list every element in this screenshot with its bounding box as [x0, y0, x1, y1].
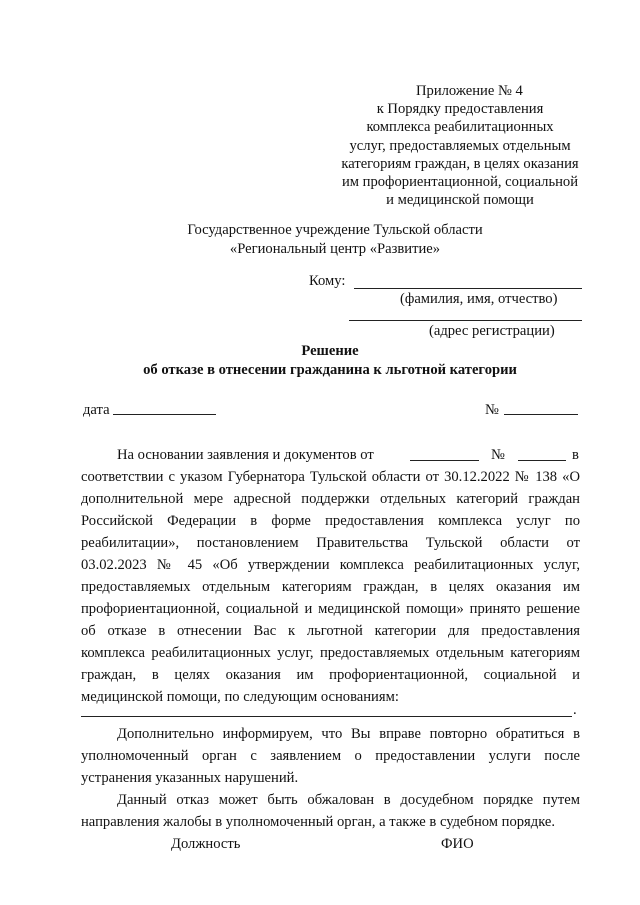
- recipient-address-hint: (адрес регистрации): [429, 323, 555, 339]
- body-text-line: об отказе в отнесении Вас к льготной категории для предоставления: [81, 623, 580, 639]
- number-label: №: [485, 402, 499, 418]
- body-text-line: №: [491, 447, 505, 463]
- body-text-line: Данный отказ может быть обжалован в досудебном порядке путем: [117, 792, 580, 808]
- appendix-line: к Порядку предоставления: [376, 101, 544, 117]
- body-text-line: реабилитации», постановлением Правительства Тульской области от: [81, 535, 580, 551]
- date-label: дата: [83, 402, 110, 418]
- recipient-label: Кому:: [309, 273, 346, 289]
- reasons-end: .: [573, 702, 577, 718]
- appendix-line: и медицинской помощи: [386, 192, 534, 208]
- body-text-line: соответствии с указом Губернатора Тульской области от 30.12.2022 № 138 «О: [81, 469, 580, 485]
- body-text-line: профориентационной, социальной и медицинской помощи» принято решение: [81, 601, 580, 617]
- appendix-line: услуг, предоставляемых отдельным: [349, 138, 571, 154]
- signature-position-label: Должность: [171, 836, 241, 852]
- body-text-line: 03.02.2023 № 45 «Об утверждении комплекса реабилитационных услуг,: [81, 557, 580, 573]
- body-text-line: граждан, в целях оказания им профориентационной, социальной и: [81, 667, 580, 683]
- doc-number-blank: [518, 460, 566, 461]
- appendix-line: категориям граждан, в целях оказания: [341, 156, 579, 172]
- doc-date-blank: [410, 460, 479, 461]
- reasons-blank-line: [81, 716, 572, 717]
- body-text-line: уполномоченный орган с заявлением о предоставлении услуги после: [81, 748, 580, 764]
- body-text-line: комплекса реабилитационных услуг, предоставляемых отдельным категориям: [81, 645, 580, 661]
- signature-name-label: ФИО: [441, 836, 474, 852]
- document-subtitle: об отказе в отнесении гражданина к льготной категории: [143, 362, 517, 378]
- body-text-line: Российской Федерации в форме предоставления комплекса услуг по: [81, 513, 580, 529]
- appendix-line: им профориентационной, социальной: [341, 174, 579, 190]
- recipient-name-line: [354, 288, 582, 289]
- appendix-line: комплекса реабилитационных: [366, 119, 554, 135]
- body-text-line: направления жалобы в уполномоченный орган, а также в судебном порядке.: [81, 814, 556, 830]
- recipient-name-hint: (фамилия, имя, отчество): [400, 291, 558, 307]
- document-title: Решение: [301, 343, 359, 359]
- number-line: [504, 414, 578, 415]
- body-text-line: На основании заявления и документов от: [117, 447, 374, 463]
- body-text-line: устранения указанных нарушений.: [81, 770, 299, 786]
- body-text-line: медицинской помощи, по следующим основаниям:: [81, 689, 399, 705]
- recipient-address-line: [349, 320, 582, 321]
- body-text-line: предоставляемых отдельным категориям граждан, в целях оказания им: [81, 579, 580, 595]
- date-line: [113, 414, 216, 415]
- institution-name-line2: «Региональный центр «Развитие»: [229, 241, 441, 257]
- institution-name: Государственное учреждение Тульской области: [187, 222, 483, 238]
- body-text-line: Дополнительно информируем, что Вы вправе повторно обратиться в: [117, 726, 580, 742]
- appendix-line: Приложение № 4: [416, 83, 523, 99]
- body-text-line: дополнительной мере адресной поддержки отдельных категорий граждан: [81, 491, 580, 507]
- body-text-line: в: [572, 447, 579, 463]
